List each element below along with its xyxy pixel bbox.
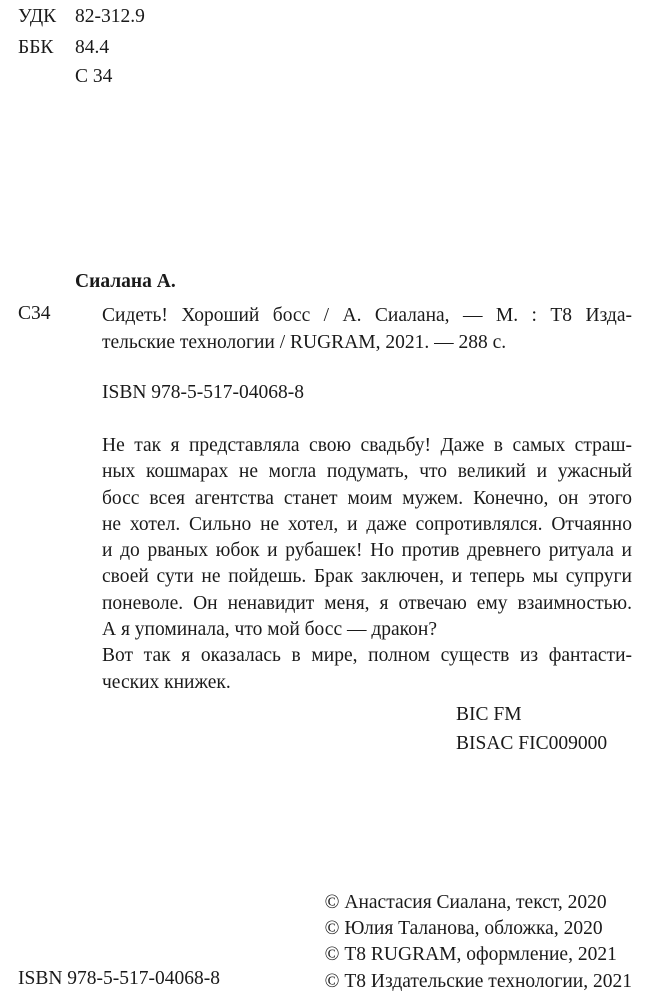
annotation-line: и до рваных юбок и рубашек! Но против древнего ритуала и bbox=[102, 540, 632, 562]
bic-code: BIC FM bbox=[456, 704, 522, 725]
cutter-code: С34 bbox=[18, 303, 51, 324]
annotation-line: Вот так я оказалась в мире, полном существ из фантасти- bbox=[102, 645, 632, 667]
bisac-code: BISAC FIC009000 bbox=[456, 733, 608, 754]
annotation-line: не хотел. Сильно не хотел, и даже сопротивлялся. Отчаянно bbox=[102, 513, 632, 535]
annotation-line: поневоле. Он ненавидит меня, я отвечаю ему взаимностью. bbox=[102, 592, 632, 614]
copyright-line: © Юлия Таланова, обложка, 2020 bbox=[324, 918, 603, 940]
udk-label: УДК bbox=[18, 6, 57, 27]
annotation-line: ческих книжек. bbox=[102, 671, 231, 693]
author-heading: Сиалана А. bbox=[75, 271, 176, 292]
description-line: Сидеть! Хороший босс / А. Сиалана, — М. : Т8 Изда- bbox=[102, 305, 632, 326]
annotation-line: своей сути не пойдешь. Брак заключен, и теперь мы супруги bbox=[102, 566, 632, 588]
bbk-value: 84.4 bbox=[75, 37, 110, 58]
isbn-footer: ISBN 978-5-517-04068-8 bbox=[18, 968, 221, 989]
annotation-line: А я упоминала, что мой босс — дракон? bbox=[102, 619, 438, 641]
bbk-label: ББК bbox=[18, 37, 54, 58]
author-mark: С 34 bbox=[75, 66, 113, 87]
description-line: тельские технологии / RUGRAM, 2021. — 288 с. bbox=[102, 331, 507, 353]
copyright-block bbox=[325, 890, 632, 995]
annotation-paragraph bbox=[102, 433, 632, 643]
annotation-line: ных кошмарах не могла подумать, что великий и ужасный bbox=[102, 461, 632, 483]
isbn-description: ISBN 978-5-517-04068-8 bbox=[102, 382, 305, 403]
annotation-line: Не так я представляла свою свадьбу! Даже в самых страш- bbox=[102, 435, 632, 456]
annotation-paragraph bbox=[102, 643, 632, 696]
copyright-line: © Т8 Издательские технологии, 2021 bbox=[324, 970, 632, 992]
udk-value: 82-312.9 bbox=[75, 6, 145, 27]
copyright-line: © Анастасия Сиалана, текст, 2020 bbox=[324, 892, 607, 913]
annotation-line: босс всея агентства станет моим мужем. Конечно, он этого bbox=[102, 487, 632, 509]
bibliographic-description bbox=[102, 303, 632, 356]
annotation bbox=[102, 433, 632, 696]
copyright-line: © Т8 RUGRAM, оформление, 2021 bbox=[324, 944, 617, 966]
